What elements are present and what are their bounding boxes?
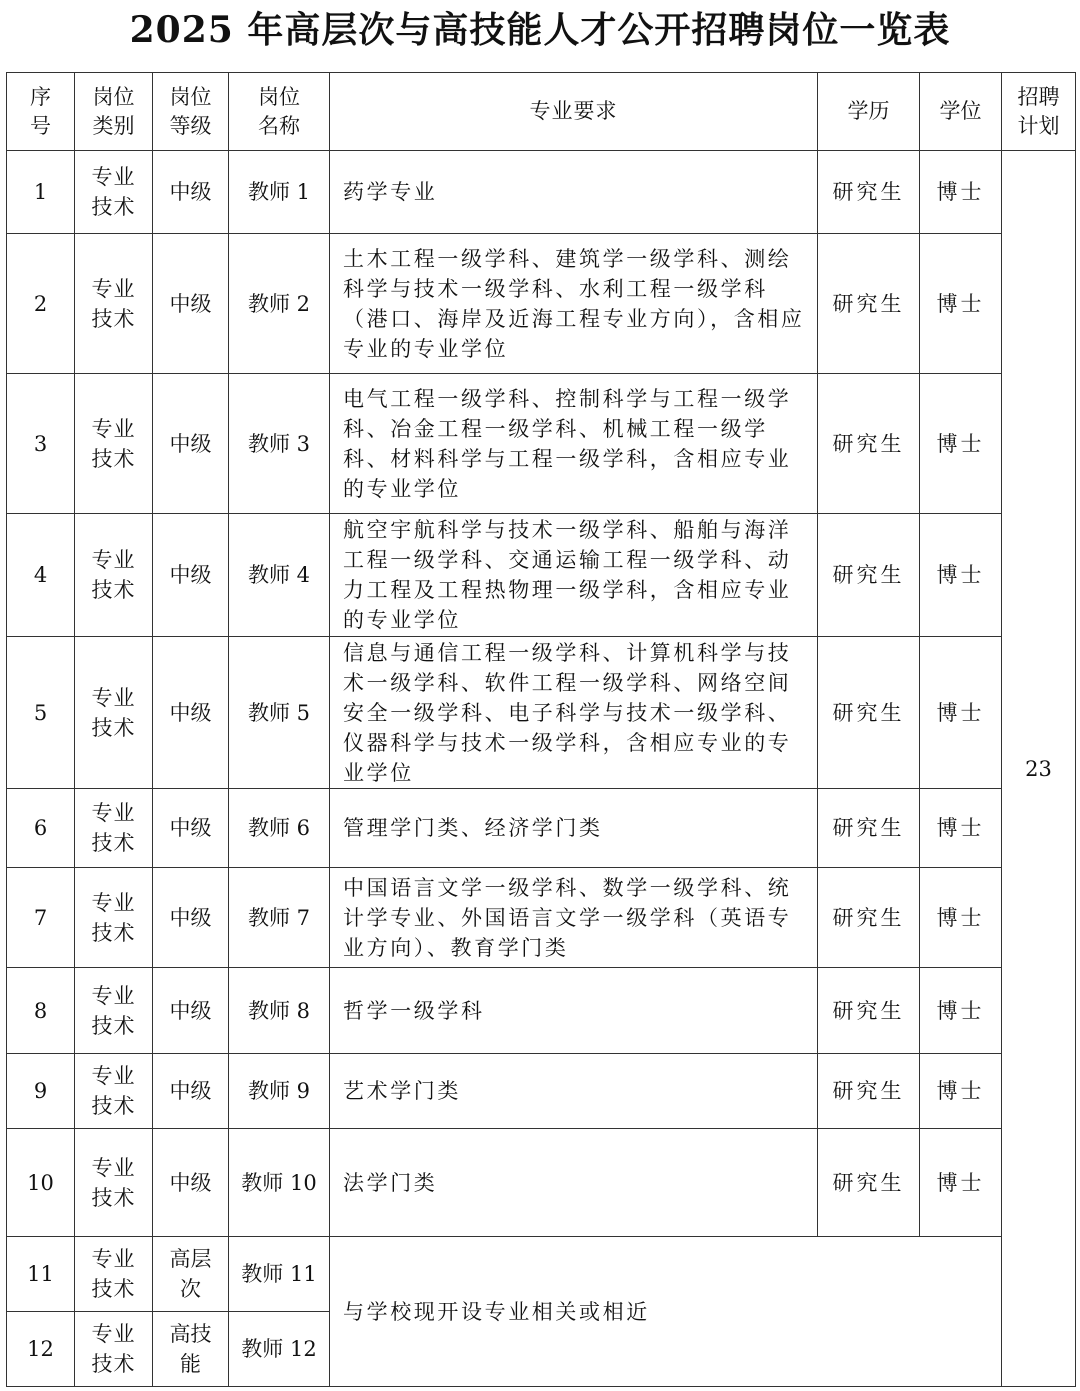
row-major-requirement: 土木工程一级学科、建筑学一级学科、测绘科学与技术一级学科、水利工程一级学科（港口、海岸及近海工程专业方向），含相应专业的专业学位 bbox=[330, 234, 818, 374]
row-category: 专业 技术 bbox=[75, 789, 153, 868]
header-name: 岗位 名称 bbox=[229, 73, 330, 151]
table-row bbox=[7, 374, 1076, 514]
row-level: 中级 bbox=[153, 868, 229, 968]
row-major-requirement: 哲学一级学科 bbox=[330, 968, 818, 1054]
table-row bbox=[7, 1054, 1076, 1129]
merged-requirement-cell: 与学校现开设专业相关或相近 bbox=[330, 1237, 1002, 1387]
row-position-name: 教师 12 bbox=[229, 1312, 330, 1387]
header-index: 序 号 bbox=[7, 73, 75, 151]
header-major: 专业要求 bbox=[330, 73, 818, 151]
row-level: 中级 bbox=[153, 374, 229, 514]
row-position-name: 教师 4 bbox=[229, 514, 330, 637]
recruitment-plan-total: 23 bbox=[1002, 151, 1076, 1387]
row-major-requirement: 管理学门类、经济学门类 bbox=[330, 789, 818, 868]
row-index: 10 bbox=[7, 1129, 75, 1237]
row-degree: 博士 bbox=[920, 151, 1002, 234]
row-position-name: 教师 11 bbox=[229, 1237, 330, 1312]
row-degree: 博士 bbox=[920, 637, 1002, 789]
row-level: 中级 bbox=[153, 1129, 229, 1237]
header-level: 岗位 等级 bbox=[153, 73, 229, 151]
row-position-name: 教师 9 bbox=[229, 1054, 330, 1129]
row-education: 研究生 bbox=[818, 151, 920, 234]
row-education: 研究生 bbox=[818, 789, 920, 868]
row-category: 专业 技术 bbox=[75, 151, 153, 234]
row-level: 中级 bbox=[153, 637, 229, 789]
row-level: 中级 bbox=[153, 1054, 229, 1129]
row-degree: 博士 bbox=[920, 1054, 1002, 1129]
row-level: 高技 能 bbox=[153, 1312, 229, 1387]
row-degree: 博士 bbox=[920, 789, 1002, 868]
row-degree: 博士 bbox=[920, 968, 1002, 1054]
row-index: 2 bbox=[7, 234, 75, 374]
row-level: 中级 bbox=[153, 514, 229, 637]
table-row bbox=[7, 968, 1076, 1054]
page-title: 2025 年高层次与高技能人才公开招聘岗位一览表 bbox=[129, 9, 951, 51]
row-major-requirement: 法学门类 bbox=[330, 1129, 818, 1237]
row-position-name: 教师 1 bbox=[229, 151, 330, 234]
row-index: 7 bbox=[7, 868, 75, 968]
row-degree: 博士 bbox=[920, 868, 1002, 968]
table-row bbox=[7, 1129, 1076, 1237]
row-major-requirement: 电气工程一级学科、控制科学与工程一级学科、冶金工程一级学科、机械工程一级学科、材料科学与工程一级学科，含相应专业的专业学位 bbox=[330, 374, 818, 514]
row-index: 9 bbox=[7, 1054, 75, 1129]
row-level: 中级 bbox=[153, 234, 229, 374]
row-level: 中级 bbox=[153, 789, 229, 868]
row-degree: 博士 bbox=[920, 374, 1002, 514]
row-major-requirement: 航空宇航科学与技术一级学科、船舶与海洋工程一级学科、交通运输工程一级学科、动力工程及工程热物理一级学科，含相应专业的专业学位 bbox=[330, 514, 818, 637]
table-row bbox=[7, 637, 1076, 789]
row-major-requirement: 信息与通信工程一级学科、计算机科学与技术一级学科、软件工程一级学科、网络空间安全一级学科、电子科学与技术一级学科、仪器科学与技术一级学科，含相应专业的专业学位 bbox=[330, 637, 818, 789]
row-position-name: 教师 3 bbox=[229, 374, 330, 514]
row-index: 4 bbox=[7, 514, 75, 637]
row-degree: 博士 bbox=[920, 234, 1002, 374]
row-education: 研究生 bbox=[818, 374, 920, 514]
header-plan: 招聘 计划 bbox=[1002, 73, 1076, 151]
row-major-requirement: 药学专业 bbox=[330, 151, 818, 234]
row-category: 专业 技术 bbox=[75, 514, 153, 637]
row-position-name: 教师 6 bbox=[229, 789, 330, 868]
header-degree: 学位 bbox=[920, 73, 1002, 151]
row-index: 6 bbox=[7, 789, 75, 868]
row-education: 研究生 bbox=[818, 637, 920, 789]
row-education: 研究生 bbox=[818, 514, 920, 637]
row-index: 12 bbox=[7, 1312, 75, 1387]
row-level: 中级 bbox=[153, 151, 229, 234]
row-major-requirement: 中国语言文学一级学科、数学一级学科、统计学专业、外国语言文学一级学科（英语专业方向）、教育学门类 bbox=[330, 868, 818, 968]
row-degree: 博士 bbox=[920, 1129, 1002, 1237]
table-row bbox=[7, 514, 1076, 637]
row-education: 研究生 bbox=[818, 968, 920, 1054]
row-degree: 博士 bbox=[920, 514, 1002, 637]
row-index: 11 bbox=[7, 1237, 75, 1312]
row-category: 专业 技术 bbox=[75, 1237, 153, 1312]
row-category: 专业 技术 bbox=[75, 1054, 153, 1129]
row-category: 专业 技术 bbox=[75, 234, 153, 374]
row-index: 5 bbox=[7, 637, 75, 789]
positions-table bbox=[6, 72, 1076, 1387]
row-category: 专业 技术 bbox=[75, 1129, 153, 1237]
row-education: 研究生 bbox=[818, 868, 920, 968]
row-level: 高层 次 bbox=[153, 1237, 229, 1312]
table-row bbox=[7, 868, 1076, 968]
row-major-requirement: 艺术学门类 bbox=[330, 1054, 818, 1129]
row-category: 专业 技术 bbox=[75, 868, 153, 968]
row-index: 3 bbox=[7, 374, 75, 514]
row-category: 专业 技术 bbox=[75, 1312, 153, 1387]
row-education: 研究生 bbox=[818, 1054, 920, 1129]
row-position-name: 教师 5 bbox=[229, 637, 330, 789]
row-education: 研究生 bbox=[818, 1129, 920, 1237]
row-position-name: 教师 7 bbox=[229, 868, 330, 968]
header-education: 学历 bbox=[818, 73, 920, 151]
row-category: 专业 技术 bbox=[75, 637, 153, 789]
table-row bbox=[7, 789, 1076, 868]
row-education: 研究生 bbox=[818, 234, 920, 374]
row-level: 中级 bbox=[153, 968, 229, 1054]
row-position-name: 教师 8 bbox=[229, 968, 330, 1054]
table-row bbox=[7, 1237, 1076, 1312]
header-row bbox=[7, 73, 1076, 151]
row-index: 1 bbox=[7, 151, 75, 234]
row-position-name: 教师 2 bbox=[229, 234, 330, 374]
table-row bbox=[7, 234, 1076, 374]
table-row bbox=[7, 151, 1076, 234]
header-category: 岗位 类别 bbox=[75, 73, 153, 151]
row-category: 专业 技术 bbox=[75, 968, 153, 1054]
row-position-name: 教师 10 bbox=[229, 1129, 330, 1237]
row-index: 8 bbox=[7, 968, 75, 1054]
row-category: 专业 技术 bbox=[75, 374, 153, 514]
